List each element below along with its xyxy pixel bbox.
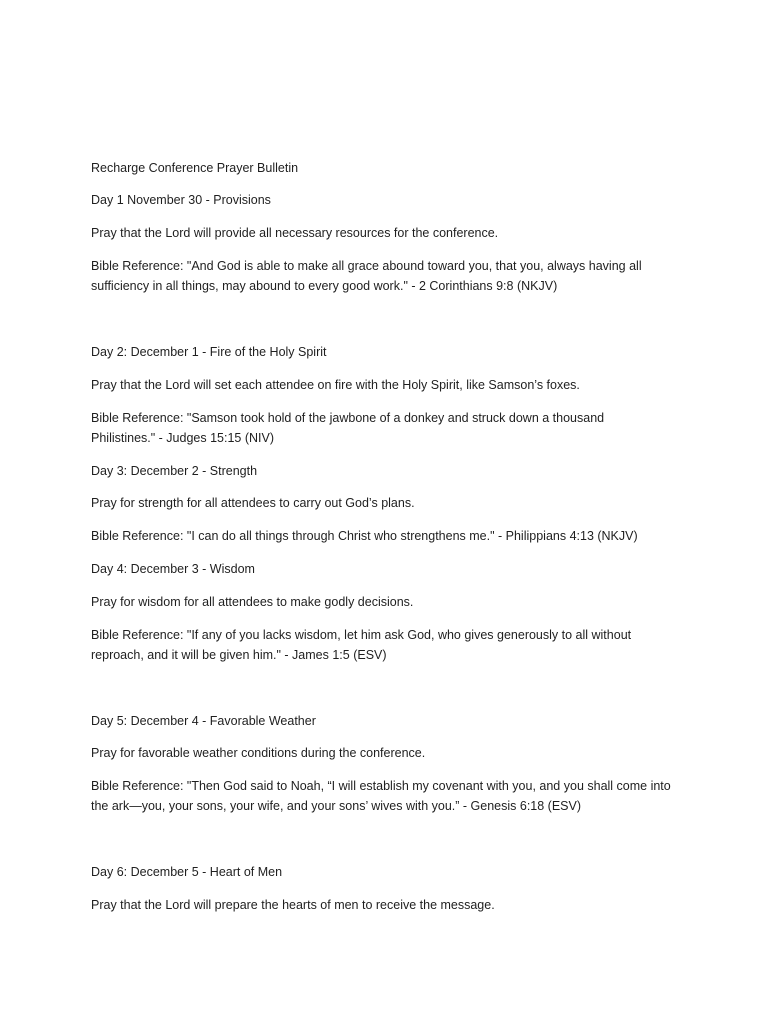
day-3-prayer: Pray for strength for all attendees to carry out God’s plans. [91, 496, 415, 510]
day-1-heading: Day 1 November 30 - Provisions [91, 193, 271, 207]
day-4-heading: Day 4: December 3 - Wisdom [91, 562, 255, 576]
document-title: Recharge Conference Prayer Bulletin [91, 161, 299, 175]
day-5-bible-reference: Bible Reference: "Then God said to Noah, “I will establish my covenant with you, and you shall come into the ark—you, your sons, your wife, and your sons’ wives with you.” - Genesis 6:18 (ESV) [91, 779, 671, 813]
day-4-prayer: Pray for wisdom for all attendees to make godly decisions. [91, 595, 414, 609]
day-5-prayer: Pray for favorable weather conditions during the conference. [91, 746, 426, 760]
day-1-bible-reference: Bible Reference: "And God is able to make all grace abound toward you, that you, always having all sufficiency in all things, may abound to every good work." - 2 Corinthians 9:8 (NKJV) [91, 259, 642, 293]
day-2-prayer: Pray that the Lord will set each attendee on fire with the Holy Spirit, like Samson’s foxes. [91, 378, 580, 392]
day-1-prayer: Pray that the Lord will provide all necessary resources for the conference. [91, 226, 499, 240]
day-3-bible-reference: Bible Reference: "I can do all things through Christ who strengthens me." - Philippians 4:13 (NKJV) [91, 529, 638, 543]
day-2-bible-reference: Bible Reference: "Samson took hold of the jawbone of a donkey and struck down a thousand Philistines." - Judges 15:15 (NIV) [91, 411, 605, 445]
day-4-bible-reference: Bible Reference: "If any of you lacks wisdom, let him ask God, who gives generously to all without reproach, and it will be given him." - James 1:5 (ESV) [91, 628, 632, 662]
day-3-heading: Day 3: December 2 - Strength [91, 464, 258, 478]
day-5-heading: Day 5: December 4 - Favorable Weather [91, 714, 316, 728]
day-6-prayer: Pray that the Lord will prepare the hearts of men to receive the message. [91, 898, 495, 912]
day-6-heading: Day 6: December 5 - Heart of Men [91, 865, 283, 879]
day-2-heading: Day 2: December 1 - Fire of the Holy Spirit [91, 345, 327, 359]
